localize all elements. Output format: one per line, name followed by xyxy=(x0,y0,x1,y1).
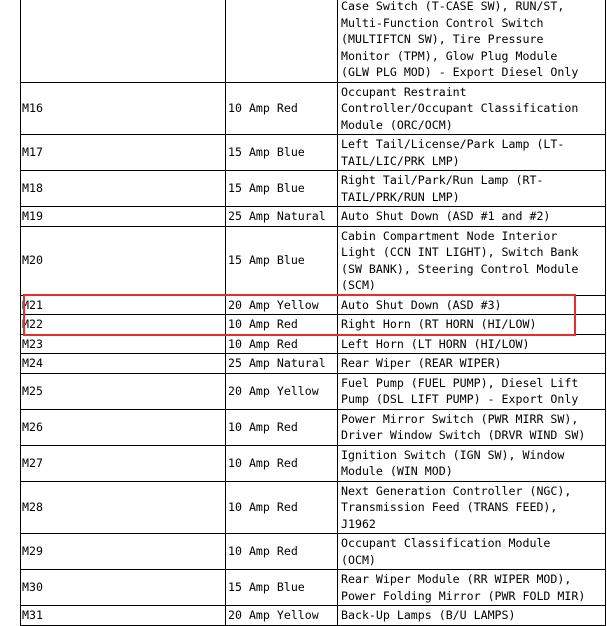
table-row xyxy=(21,0,606,82)
cavity-cell: M20 xyxy=(21,226,226,295)
description-line: Multi-Function Control Switch xyxy=(341,15,544,30)
fuse-cell: 10 Amp Red xyxy=(226,445,338,481)
fuse-cell: 15 Amp Blue xyxy=(226,171,338,207)
description-line: Pump (DSL LIFT PUMP) - Export Only xyxy=(341,392,579,406)
description-line: (SCM) xyxy=(341,278,376,292)
cavity-cell: M22 xyxy=(21,315,226,335)
table-row xyxy=(21,481,606,534)
table-row xyxy=(21,354,606,374)
description-line: Transmission Feed (TRANS FEED), xyxy=(341,500,558,514)
fuse-cell: 20 Amp Yellow xyxy=(226,606,338,626)
description-cell xyxy=(338,295,606,315)
cavity-cell: M26 xyxy=(21,409,226,445)
description-line: TAIL/LIC/PRK LMP) xyxy=(341,153,460,168)
description-cell xyxy=(338,373,606,409)
cavity-cell: M17 xyxy=(21,135,226,171)
description-line: TAIL/PRK/RUN LMP) xyxy=(341,189,460,204)
description-line: Rear Wiper Module (RR WIPER MOD), xyxy=(341,572,572,586)
fuse-cell: 25 Amp Natural xyxy=(226,207,338,227)
fuse-table-body xyxy=(21,0,606,625)
description-cell xyxy=(338,606,606,626)
description-cell xyxy=(338,409,606,445)
fuse-cell: 20 Amp Yellow xyxy=(226,373,338,409)
description-cell xyxy=(338,171,606,207)
cavity-cell: M25 xyxy=(21,373,226,409)
description-cell xyxy=(338,82,606,135)
description-line: Occupant Restraint xyxy=(341,84,467,99)
cavity-cell: M31 xyxy=(21,606,226,626)
description-line: Left Horn (LT HORN (HI/LOW) xyxy=(341,336,530,351)
fuse-table xyxy=(20,0,606,626)
description-line: Back-Up Lamps (B/U LAMPS) xyxy=(341,608,516,622)
cavity-cell: M29 xyxy=(21,534,226,570)
table-row xyxy=(21,534,606,570)
table-row xyxy=(21,373,606,409)
description-line: Next Generation Controller (NGC), xyxy=(341,483,572,498)
description-line: Rear Wiper (REAR WIPER) xyxy=(341,356,502,370)
cavity-cell: M30 xyxy=(21,570,226,606)
description-cell xyxy=(338,315,606,335)
table-row xyxy=(21,226,606,295)
table-row xyxy=(21,171,606,207)
cavity-cell: M21 xyxy=(21,295,226,315)
description-line: Monitor (TPM), Glow Plug Module xyxy=(341,48,558,63)
description-line: Right Horn (RT HORN (HI/LOW) xyxy=(341,317,537,331)
description-line: Case Switch (T-CASE SW), RUN/ST, xyxy=(341,0,565,13)
fuse-cell: 10 Amp Red xyxy=(226,534,338,570)
description-line: Module (ORC/OCM) xyxy=(341,117,453,132)
description-line: (SW BANK), Steering Control Module xyxy=(341,261,579,276)
description-line: Fuel Pump (FUEL PUMP), Diesel Lift xyxy=(341,375,579,390)
table-row xyxy=(21,409,606,445)
cavity-cell: M23 xyxy=(21,334,226,354)
description-cell xyxy=(338,226,606,295)
fuse-cell: 25 Amp Natural xyxy=(226,354,338,374)
description-line: (GLW PLG MOD) - Export Diesel Only xyxy=(341,65,579,79)
cavity-cell: M16 xyxy=(21,82,226,135)
description-cell xyxy=(338,534,606,570)
table-row xyxy=(21,334,606,354)
cavity-cell: M28 xyxy=(21,481,226,534)
table-row xyxy=(21,135,606,171)
cavity-cell xyxy=(21,0,226,82)
table-row xyxy=(21,207,606,227)
description-line: Cabin Compartment Node Interior xyxy=(341,228,558,243)
table-row xyxy=(21,82,606,135)
table-row xyxy=(21,445,606,481)
cavity-cell: M27 xyxy=(21,445,226,481)
description-line: Power Mirror Switch (PWR MIRR SW), xyxy=(341,411,579,426)
fuse-cell: 10 Amp Red xyxy=(226,82,338,135)
description-line: Auto Shut Down (ASD #1 and #2) xyxy=(341,209,551,223)
description-line: Right Tail/Park/Run Lamp (RT- xyxy=(341,173,544,187)
fuse-cell: 10 Amp Red xyxy=(226,315,338,335)
description-cell xyxy=(338,570,606,606)
table-row xyxy=(21,606,606,626)
fuse-cell xyxy=(226,0,338,82)
description-cell xyxy=(338,0,606,82)
description-line: Controller/Occupant Classification xyxy=(341,101,579,115)
description-line: Occupant Classification Module xyxy=(341,536,551,550)
fuse-cell: 15 Amp Blue xyxy=(226,570,338,606)
fuse-cell: 10 Amp Red xyxy=(226,481,338,534)
cavity-cell: M18 xyxy=(21,171,226,207)
description-cell xyxy=(338,445,606,481)
fuse-cell: 10 Amp Red xyxy=(226,334,338,354)
description-cell xyxy=(338,354,606,374)
fuse-cell: 20 Amp Yellow xyxy=(226,295,338,315)
cavity-cell: M19 xyxy=(21,207,226,227)
description-line: Power Folding Mirror (PWR FOLD MIR) xyxy=(341,588,586,603)
fuse-cell: 15 Amp Blue xyxy=(226,226,338,295)
table-row xyxy=(21,315,606,335)
fuse-cell: 10 Amp Red xyxy=(226,409,338,445)
description-cell xyxy=(338,135,606,171)
fuse-cell: 15 Amp Blue xyxy=(226,135,338,171)
description-line: Ignition Switch (IGN SW), Window xyxy=(341,447,565,462)
description-cell xyxy=(338,481,606,534)
description-line: J1962 xyxy=(341,516,376,531)
description-line: Driver Window Switch (DRVR WIND SW) xyxy=(341,428,586,442)
description-line: Auto Shut Down (ASD #3) xyxy=(341,297,502,312)
cavity-cell: M24 xyxy=(21,354,226,374)
description-line: Light (CCN INT LIGHT), Switch Bank xyxy=(341,245,579,259)
description-cell xyxy=(338,207,606,227)
table-row xyxy=(21,295,606,315)
description-line: Module (WIN MOD) xyxy=(341,464,453,478)
table-row xyxy=(21,570,606,606)
description-cell xyxy=(338,334,606,354)
description-line: (MULTIFTCN SW), Tire Pressure xyxy=(341,32,544,46)
description-line: Left Tail/License/Park Lamp (LT- xyxy=(341,137,565,151)
description-line: (OCM) xyxy=(341,552,376,567)
